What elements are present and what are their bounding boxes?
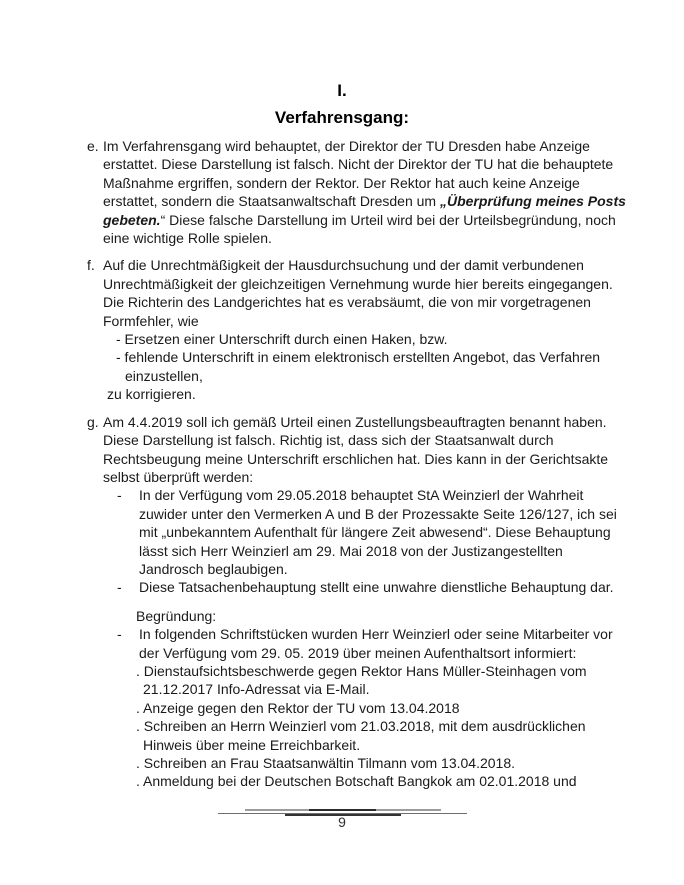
text-line bbox=[103, 229, 632, 247]
text-segment: - fehlende Unterschrift in einem elektronisch erstellten Angebot, das Verfahren bbox=[116, 349, 601, 366]
text-segment: zu korrigieren. bbox=[107, 386, 196, 403]
text-segment: gebeten. bbox=[103, 211, 161, 228]
text-segment: eine wichtige Rolle spielen. bbox=[103, 230, 272, 247]
text-line bbox=[139, 523, 632, 541]
text-segment: . Anzeige gegen den Rektor der TU vom 13.04.2018 bbox=[136, 699, 460, 716]
text-segment: Diese Tatsachenbehauptung stellt eine unwahre dienstliche Behauptung dar. bbox=[139, 579, 614, 596]
text-segment: einzustellen, bbox=[125, 367, 203, 384]
text-segment: “ Diese falsche Darstellung im Urteil wird bei der Urteilsbegründung, noch bbox=[160, 211, 616, 228]
text-line bbox=[139, 560, 632, 578]
text-segment: Auf die Unrechtmäßigkeit der Hausdurchsuchung und der damit verbundenen bbox=[103, 257, 584, 274]
text-line bbox=[143, 736, 632, 754]
text-segment: selbst überprüft werden: bbox=[103, 468, 254, 485]
text-line bbox=[139, 542, 632, 560]
text-line bbox=[103, 137, 632, 155]
text-line bbox=[103, 312, 632, 330]
list-item bbox=[87, 137, 632, 247]
text-segment: zuwider unter den Vermerken A und B der Prozessakte Seite 126/127, ich sei bbox=[139, 505, 617, 522]
text-line bbox=[136, 717, 632, 735]
dash-bullet: - bbox=[117, 626, 122, 643]
text-segment: Formfehler, wie bbox=[103, 312, 199, 329]
text-line bbox=[136, 754, 632, 772]
text-segment: mit „unbekanntem Aufenthalt für längere Zeit abwesend“. Diese Behauptung bbox=[139, 524, 611, 541]
text-segment: Die Richterin des Landgerichtes hat es verabsäumt, die von mir vorgetragenen bbox=[103, 294, 591, 311]
text-segment: erstattet, sondern die Staatsanwaltschaft Dresden um bbox=[103, 193, 440, 210]
text-line bbox=[116, 330, 632, 348]
page-number: 9 bbox=[338, 814, 346, 830]
text-segment: erstattet. Diese Darstellung ist falsch. Nicht der Direktor der TU hat die behauptete bbox=[103, 156, 614, 173]
text-segment: . Schreiben an Frau Staatsanwältin Tilmann vom 13.04.2018. bbox=[136, 755, 515, 771]
item-marker: e. bbox=[87, 138, 99, 154]
blank-line bbox=[103, 597, 632, 607]
text-line bbox=[125, 367, 632, 385]
text-line bbox=[103, 174, 632, 192]
text-line bbox=[103, 155, 632, 173]
text-line bbox=[103, 256, 632, 274]
text-segment: Rechtsbeugung meine Unterschrift erschlichen hat. Dies kann in der Gerichtsakte bbox=[103, 450, 609, 467]
section-number-heading: I. bbox=[337, 81, 347, 100]
text-segment: Unrechtmäßigkeit der gleichzeitigen Vernehmung wurde hier bereits eingegangen. bbox=[103, 275, 613, 292]
text-line bbox=[117, 625, 632, 643]
text-segment: Am 4.4.2019 soll ich gemäß Urteil einen Zustellungsbeauftragten benannt haben. bbox=[103, 413, 607, 430]
text-line bbox=[103, 192, 632, 210]
text-segment: - Ersetzen einer Unterschrift durch einen Haken, bzw. bbox=[116, 331, 448, 348]
text-segment: der Verfügung vom 29. 05. 2019 über meinen Aufenthaltsort informiert: bbox=[139, 644, 577, 661]
text-line bbox=[117, 578, 632, 596]
list-item bbox=[87, 413, 632, 791]
text-line bbox=[103, 468, 632, 486]
text-segment: Im Verfahrensgang wird behauptet, der Direktor der TU Dresden habe Anzeige bbox=[103, 138, 590, 154]
text-line bbox=[103, 431, 632, 449]
dash-bullet: - bbox=[117, 487, 122, 504]
text-line bbox=[136, 772, 632, 790]
text-segment: lässt sich Herr Weinzierl am 29. Mai 2018 von der Justizangestellten bbox=[139, 542, 563, 559]
text-line bbox=[116, 348, 632, 366]
list-item bbox=[87, 256, 632, 403]
text-line bbox=[136, 607, 632, 625]
footnote-separator-line bbox=[309, 809, 376, 811]
text-line bbox=[136, 699, 632, 717]
text-line bbox=[103, 293, 632, 311]
text-line bbox=[143, 680, 632, 698]
text-segment: Maßnahme ergriffen, sondern der Rektor. Der Rektor hat auch keine Anzeige bbox=[103, 174, 580, 191]
text-segment: In folgenden Schriftstücken wurden Herr Weinzierl oder seine Mitarbeiter vor bbox=[139, 626, 613, 643]
text-line bbox=[139, 644, 632, 662]
text-segment: Jandrosch beglaubigen. bbox=[139, 560, 288, 577]
item-marker: f. bbox=[87, 257, 95, 274]
text-segment: . Dienstaufsichtsbeschwerde gegen Rektor Hans Müller-Steinhagen vom bbox=[136, 662, 587, 679]
text-segment: . Anmeldung bei der Deutschen Botschaft Bangkok am 02.01.2018 und bbox=[136, 773, 577, 790]
text-line bbox=[107, 385, 632, 403]
item-marker: g. bbox=[87, 413, 99, 430]
text-segment: 21.12.2017 Info-Adressat via E-Mail. bbox=[143, 681, 370, 698]
page-title: Verfahrensgang: bbox=[274, 108, 410, 127]
text-segment: Hinweis über meine Erreichbarkeit. bbox=[143, 736, 361, 753]
text-segment: Diese Darstellung ist falsch. Richtig ist, dass sich der Staatsanwalt durch bbox=[103, 432, 554, 449]
text-line bbox=[103, 211, 632, 229]
dash-bullet: - bbox=[117, 579, 122, 596]
text-line bbox=[103, 450, 632, 468]
item-body bbox=[103, 413, 632, 791]
text-segment: In der Verfügung vom 29.05.2018 behauptet StA Weinzierl der Wahrheit bbox=[139, 487, 584, 504]
text-segment: „Überprüfung meines Posts bbox=[439, 193, 626, 210]
content-items bbox=[87, 137, 632, 800]
text-line bbox=[103, 275, 632, 293]
text-line bbox=[136, 662, 632, 680]
text-line bbox=[139, 505, 632, 523]
text-line bbox=[103, 413, 632, 431]
text-segment: Begründung: bbox=[136, 607, 217, 624]
text-segment: . Schreiben an Herrn Weinzierl vom 21.03.2018, mit dem ausdrücklichen bbox=[136, 718, 586, 735]
item-body bbox=[103, 256, 632, 403]
item-body bbox=[103, 137, 632, 247]
text-line bbox=[117, 486, 632, 504]
